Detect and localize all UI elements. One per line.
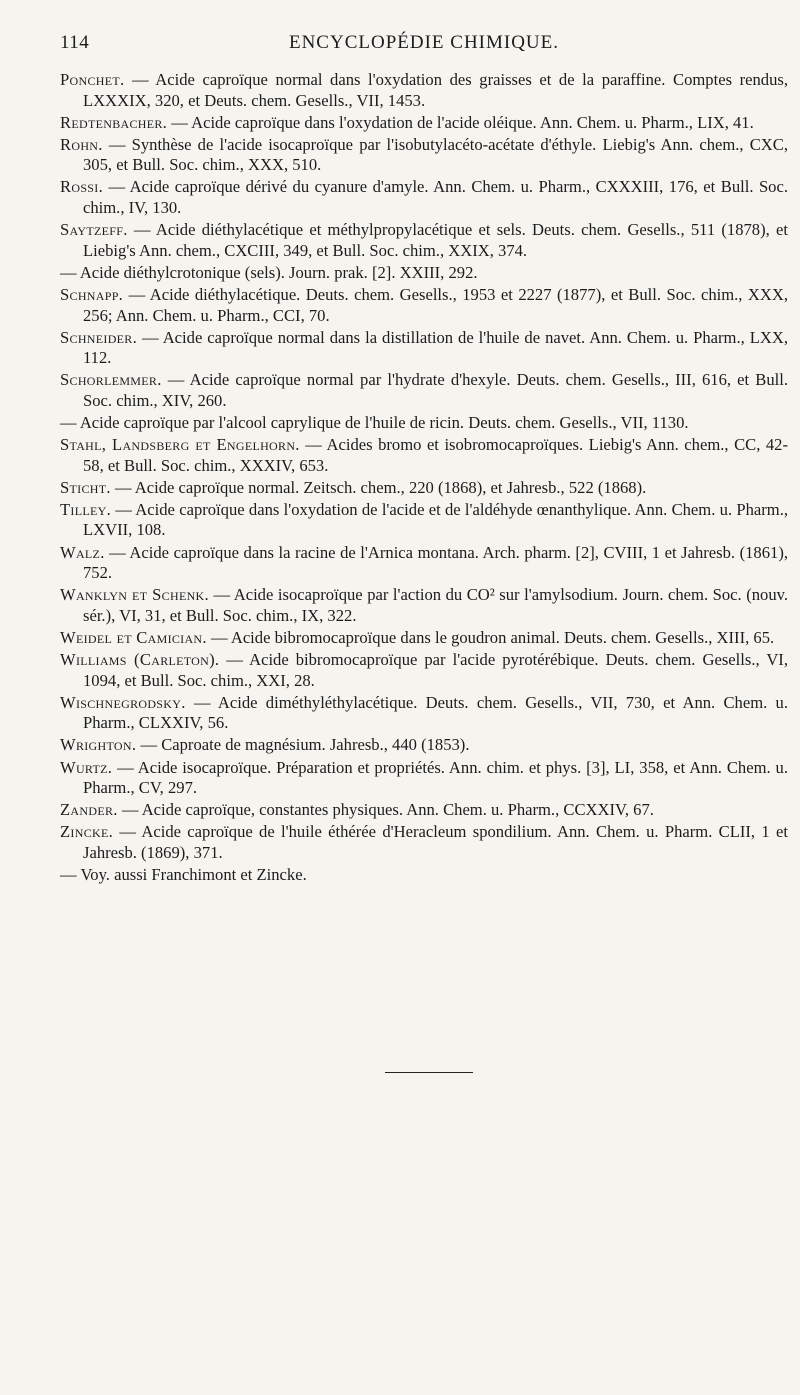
entry-text: — Acide caproïque normal par l'hydrate d'hexyle. Deuts. chem. Gesells., III, 616, et Bull. Soc. chim., XIV, 260.	[83, 370, 788, 410]
entry-text: — Acide diméthyléthylacétique. Deuts. chem. Gesells., VII, 730, et Ann. Chem. u. Pharm., CLXXIV, 56.	[83, 692, 788, 733]
bibliography-entry	[60, 135, 788, 176]
entry-author: Wanklyn et Schenk.	[60, 585, 209, 605]
bibliography-entry	[60, 585, 788, 626]
entry-author: Tilley.	[60, 499, 112, 519]
entry-text: — Voy. aussi Franchimont et Zincke.	[60, 864, 307, 884]
entry-text: — Acide caproïque normal dans l'oxydation des graisses et de la paraffine. Comptes rendus, LXXXIX, 320, et Deuts. chem. Gesells., VII, 1453.	[83, 70, 788, 110]
entry-author: Schorlemmer.	[60, 370, 162, 390]
bibliography-entry	[60, 758, 788, 799]
bibliography-entry	[60, 500, 788, 541]
bibliography-entry	[60, 435, 788, 476]
page-number: 114	[60, 32, 90, 53]
entry-text: — Acide isocaproïque par l'action du CO² sur l'amylsodium. Journ. chem. Soc. (nouv. sér.), VI, 31, et Bull. Soc. chim., IX, 322.	[83, 585, 788, 625]
entry-text: — Acide bibromocaproïque par l'acide pyrotérébique. Deuts. chem. Gesells., VI, 1094, et Bull. Soc. chim., XXI, 28.	[83, 650, 788, 690]
entry-text: — Caproate de magnésium. Jahresb., 440 (1853).	[136, 735, 470, 755]
bibliography-entry	[60, 693, 788, 734]
entry-text: — Acide diéthylacétique. Deuts. chem. Gesells., 1953 et 2227 (1877), et Bull. Soc. chim., XXX, 256; Ann. Chem. u. Pharm., CCI, 70.	[83, 284, 788, 325]
entry-author: Stahl, Landsberg et Engelhorn.	[60, 435, 300, 455]
entry-text: — Acide caproïque dans la racine de l'Arnica montana. Arch. pharm. [2], CVIII, 1 et Jahresb. (1861), 752.	[83, 542, 788, 583]
entry-text: — Acide caproïque dans l'oxydation de l'acide et de l'aldéhyde œnanthylique. Ann. Chem. u. Pharm., LXVII, 108.	[83, 499, 788, 540]
entry-author: Zincke.	[60, 822, 114, 842]
entry-text: — Acide caproïque par l'alcool caprylique de l'huile de ricin. Deuts. chem. Gesells., VII, 1130.	[60, 413, 689, 432]
entry-author: Ponchet.	[60, 70, 125, 89]
entry-author: Rohn.	[60, 134, 103, 154]
entry-text: — Acide caproïque normal dans la distillation de l'huile de navet. Ann. Chem. u. Pharm., LXX, 112.	[83, 327, 788, 368]
page-header	[60, 28, 788, 58]
entry-author: Williams (Carleton).	[60, 650, 220, 670]
entry-text: — Acide diéthylacétique et méthylpropylacétique et sels. Deuts. chem. Gesells., 511 (1878), et Liebig's Ann. chem., CXCIII, 349, et Bull. Soc. chim., XXIX, 374.	[83, 220, 788, 260]
document-page	[60, 28, 788, 887]
entry-author: Zander.	[60, 800, 118, 820]
bibliography-list	[60, 70, 788, 886]
entry-text: — Acides bromo et isobromocaproïques. Liebig's Ann. chem., CC, 42-58, et Bull. Soc. chim., XXXIV, 653.	[83, 435, 788, 475]
bibliography-entry	[60, 865, 788, 886]
bibliography-entry	[60, 220, 788, 261]
entry-text: — Acide bibromocaproïque dans le goudron animal. Deuts. chem. Gesells., XIII, 65.	[206, 627, 775, 647]
entry-author: Redtenbacher.	[60, 112, 168, 132]
bibliography-entry	[60, 370, 788, 411]
entry-text: — Acide isocaproïque. Préparation et propriétés. Ann. chim. et phys. [3], LI, 358, et Ann. Chem. u. Pharm., CV, 297.	[83, 757, 788, 798]
entry-text: — Acide caproïque dérivé du cyanure d'amyle. Ann. Chem. u. Pharm., CXXXIII, 176, et Bull. Soc. chim., IV, 130.	[83, 177, 788, 218]
entry-text: — Synthèse de l'acide isocaproïque par l'isobutylacéto-acétate d'éthyle. Liebig's Ann. chem., CXC, 305, et Bull. Soc. chim., XXX, 510.	[83, 134, 788, 175]
bibliography-entry	[60, 543, 788, 584]
entry-author: Wrighton.	[60, 735, 137, 755]
bibliography-entry	[60, 735, 788, 756]
bibliography-entry	[60, 628, 788, 649]
entry-author: Wurtz.	[60, 757, 113, 777]
entry-author: Rossi.	[60, 177, 104, 197]
bibliography-entry	[60, 800, 788, 821]
bibliography-entry	[60, 263, 788, 284]
running-title: ENCYCLOPÉDIE CHIMIQUE.	[288, 32, 560, 53]
entry-text: — Acide caproïque, constantes physiques. Ann. Chem. u. Pharm., CCXXIV, 67.	[117, 800, 654, 820]
entry-author: Wischnegrodsky.	[60, 692, 186, 712]
bibliography-entry	[60, 413, 788, 434]
entry-text: — Acide caproïque normal. Zeitsch. chem., 220 (1868), et Jahresb., 522 (1868).	[110, 477, 647, 497]
entry-text: — Acide diéthylcrotonique (sels). Journ. prak. [2]. XXIII, 292.	[60, 262, 478, 282]
bibliography-entry	[60, 650, 788, 691]
bibliography-entry	[60, 285, 788, 326]
entry-author: Schneider.	[60, 327, 138, 347]
entry-author: Schnapp.	[60, 284, 124, 304]
entry-author: Saytzeff.	[60, 220, 128, 240]
entry-text: — Acide caproïque de l'huile éthérée d'Heracleum spondilium. Ann. Chem. u. Pharm. CLII, 1 et Jahresb. (1869), 371.	[83, 822, 788, 862]
bibliography-entry	[60, 328, 788, 369]
bibliography-entry	[60, 70, 788, 111]
section-end-rule	[385, 1072, 473, 1073]
entry-author: Walz.	[60, 542, 105, 562]
bibliography-entry	[60, 113, 788, 134]
bibliography-entry	[60, 177, 788, 218]
entry-author: Sticht.	[60, 477, 111, 497]
bibliography-entry	[60, 822, 788, 863]
entry-text: — Acide caproïque dans l'oxydation de l'acide oléique. Ann. Chem. u. Pharm., LIX, 41.	[167, 112, 754, 132]
entry-author: Weidel et Camician.	[60, 627, 207, 647]
bibliography-entry	[60, 478, 788, 499]
